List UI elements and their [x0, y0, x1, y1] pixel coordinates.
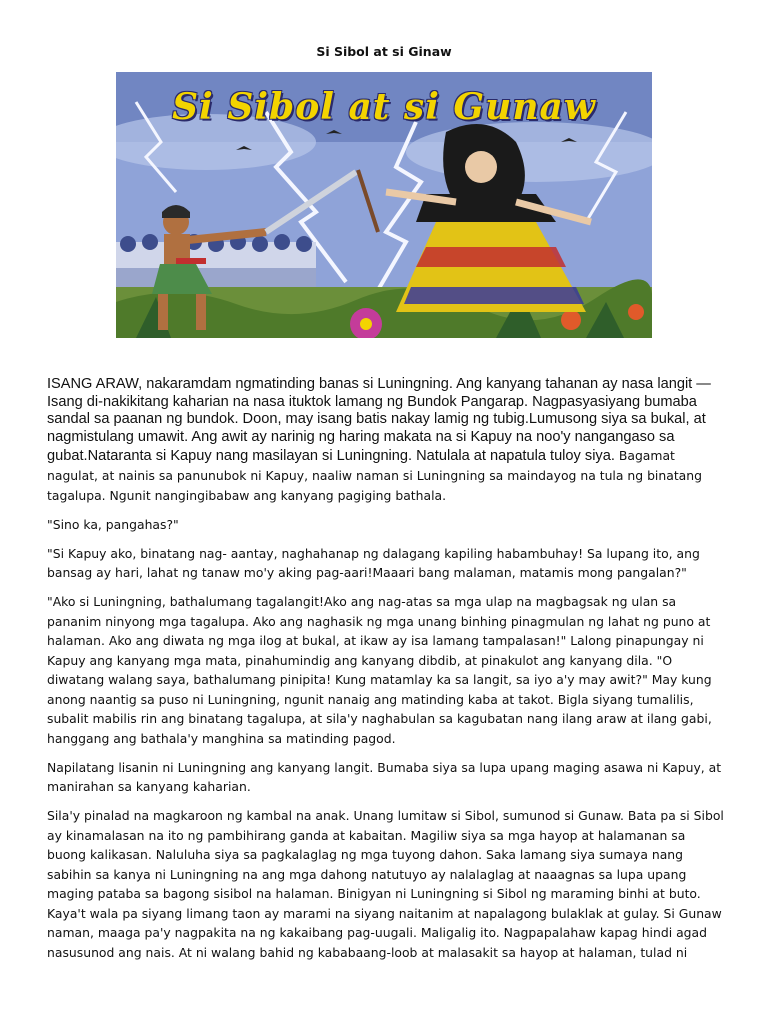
paragraph: Napilatang lisanin ni Luningning ang kanyang langit. Bumaba siya sa lupa upang maging asawa ni Kapuy, at manirahan sa kanyang kaharian.	[47, 759, 722, 795]
paragraph: "Si Kapuy ako, binatang nag- aantay, naghahanap ng dalagang kapiling habambuhay! Sa lupang ito, ang bansag ay hari, lahat ng tanaw mo'y aking pag-aari!Maaari bang malaman, matamis mong pangalan?"	[47, 545, 700, 581]
flower	[628, 304, 644, 320]
paragraph: "Sino ka, pangahas?"	[47, 516, 179, 532]
paragraph: "Ako si Luningning, bathalumang tagalangit!Ako ang nag-atas sa mga ulap na magbagsak ng ulan sa pananim ninyong mga tagalupa. Ako ang naghasik ng mga unang binhing pinagmulan ng lahat ng puno at halaman. Ako ang diwata ng mga ilog at bukal, at ikaw ay isa lamang tampalasan!" Lalong pinapungay ni Kapuy ang kanyang mga mata, pinahumindig ang kanyang dibdib, at pinakulot ang kanyang dila. "O diwatang walang saya, bathalumang pinipita! Kung matamlay ka sa langit, sa iyo a'y may awit?" May kung anong naantig sa puso ni Luningning, ngunit nanaig ang matinding kaba at takot. Bigla siyang tumalilis, subalit mabilis rin ang binatang tagalupa, at sila'y naghabulan sa kagubatan nang ilang araw at ilang gabi, hanggang ang bathala'y manghina sa matinding pagod.	[47, 594, 712, 746]
flower	[561, 310, 581, 330]
lead-paragraph	[47, 376, 727, 505]
paragraph: Sila'y pinalad na magkaroon ng kambal na anak. Unang lumitaw si Sibol, sumunod si Gunaw. Bata pa si Sibol ay kinamalasan na ito ng pambihirang ganda at kabaitan. Magiliw siya sa mga hayop at halamanan sa buong kalikasan. Naluluha siya sa pagkalaglag ng mga tuyong dahon. Saka lamang siya sumaya nang sabihin sa kanya ni Luningning na ang mga dahong natutuyo ay nalalaglag at naaagnas sa lupa upang maging pataba sa bagong sisibol na halaman. Binigyan ni Luningning si Sibol ng maraming binhi at buto. Kaya't wala pa siyang limang taon ay marami na siyang naitanim at napalagong bulaklak at gulay. Si Gunaw naman, maaga pa'y nagpakita na ng kakaibang pag-uugali. Maligalig ito. Nagpapalahaw kapag hindi agad nasusunod ang nais. At ni walang bahid ng kababaang-loob at malasakit sa hayop at halaman, tulad ni	[47, 808, 724, 960]
lead-paragraph-tail: Bagamat nagulat, at nainis sa panunubok ni Kapuy, naaliw naman si Luningning sa maindayog na tula ng binatang tagalupa. Ngunit nangingibabaw ang kanyang pagiging bathala.	[47, 448, 702, 503]
lead-paragraph-text: ISANG ARAW, nakaramdam ngmatinding banas si Luningning. Ang kanyang tahanan ay nasa langit — Isang di-nakikitang kaharian na nasa ituktok lamang ng Bundok Pangarap. Nagpasyasiyang bumaba sandal sa paanan ng bundok. Doon, may isang batis nakay lamig ng tubig.Lumusong siya sa bukal, at nagmistulang umawit. Ang awit ay narinig ng haring makata na si Kapuy na noo'y nangangaso sa gubat.Nataranta si Kapuy nang masilayan si Luningning. Natulala at napatula tuloy siya.	[47, 376, 711, 465]
document-title: Si Sibol at si Ginaw	[316, 44, 452, 59]
cover-illustration	[116, 72, 652, 338]
cover-title: Si Sibol at si Gunaw	[172, 86, 596, 128]
flower-center	[360, 318, 372, 330]
story-body	[47, 376, 727, 972]
